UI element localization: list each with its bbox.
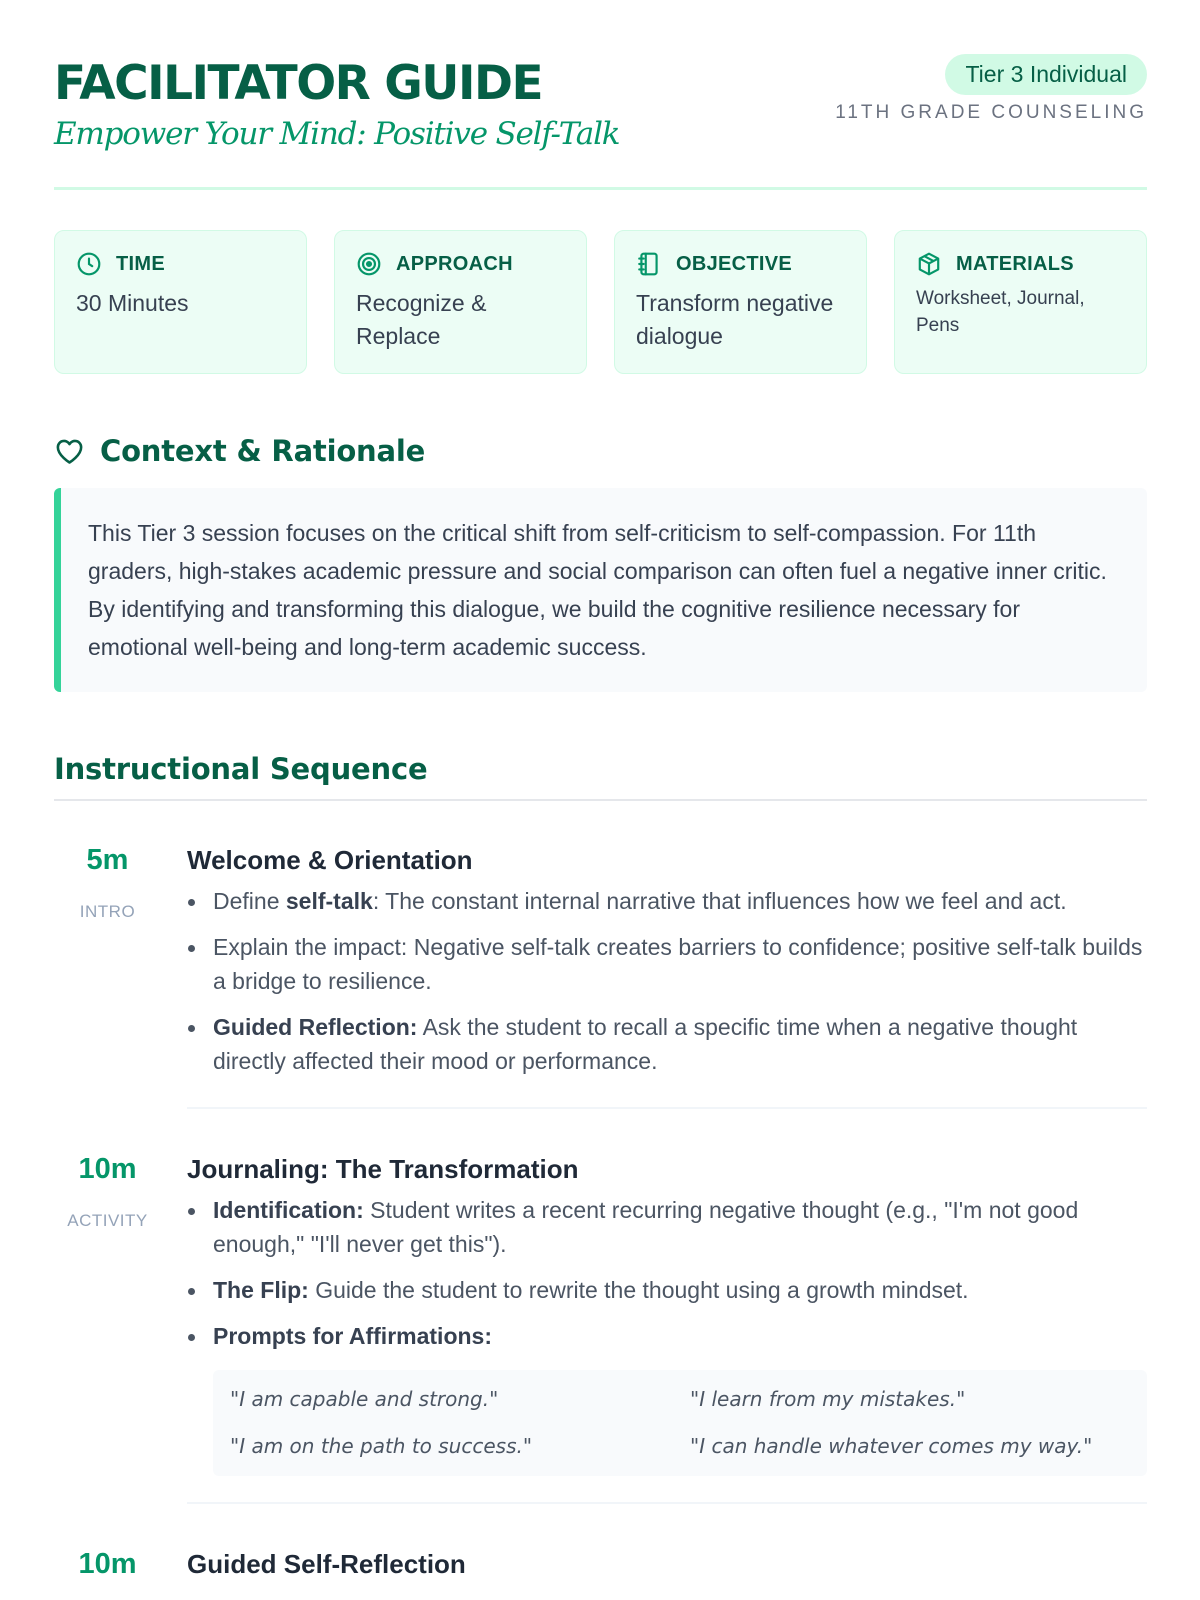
target-icon xyxy=(356,251,382,277)
context-rationale-box xyxy=(54,488,1147,692)
sequence-divider xyxy=(54,799,1147,801)
document-header xyxy=(54,52,1147,190)
box-icon xyxy=(916,251,942,277)
affirmation: "I am capable and strong." xyxy=(230,1387,499,1411)
list-item: Guided Reflection: Ask the student to recall a specific time when a negative thought directly affected their mood or performance. xyxy=(187,1010,1147,1078)
card-label: APPROACH xyxy=(396,252,513,275)
grade-label: 11TH GRADE COUNSELING xyxy=(835,102,1147,123)
affirmation: "I can handle whatever comes my way." xyxy=(690,1434,1093,1458)
sequence-heading: Instructional Sequence xyxy=(54,752,428,786)
notebook-icon xyxy=(636,251,662,277)
step-divider xyxy=(187,1502,1147,1504)
materials-card xyxy=(894,230,1147,374)
card-label: TIME xyxy=(116,252,165,275)
context-heading xyxy=(54,430,425,472)
card-value: 30 Minutes xyxy=(76,290,189,316)
document-title: FACILITATOR GUIDE xyxy=(54,56,543,111)
step-phase: INTRO xyxy=(79,902,136,921)
step-title: Welcome & Orientation xyxy=(187,845,473,875)
card-value: Recognize & Replace xyxy=(356,290,487,349)
step-title: Journaling: The Transformation xyxy=(187,1154,579,1184)
time-card xyxy=(54,230,307,374)
clock-icon xyxy=(76,251,102,277)
list-item: Define self-talk: The constant internal narrative that influences how we feel and act. xyxy=(187,884,1147,918)
step-title: Guided Self-Reflection xyxy=(187,1549,466,1579)
affirmation: "I learn from my mistakes." xyxy=(690,1387,966,1411)
list-item: Prompts for Affirmations: xyxy=(187,1319,1147,1353)
info-cards xyxy=(54,230,1147,374)
card-value: Worksheet, Journal, Pens xyxy=(916,288,1085,336)
affirmations-box xyxy=(213,1370,1147,1476)
step-time: 10m xyxy=(78,1153,137,1185)
step-time: 10m xyxy=(78,1548,137,1580)
step-divider xyxy=(187,1107,1147,1109)
step-list xyxy=(187,884,1147,1078)
list-item: The Flip: Guide the student to rewrite the thought using a growth mindset. xyxy=(187,1273,1147,1307)
approach-card xyxy=(334,230,587,374)
card-value: Transform negative dialogue xyxy=(636,290,834,349)
context-text: This Tier 3 session focuses on the critical shift from self-criticism to self-compassion. For 11th graders, high-stakes academic pressure and social comparison can often fuel a negative inner critic. By identifying and transforming this dialogue, we build the cognitive resilience necessary for emotional well-being and long-term academic success. xyxy=(88,520,1107,660)
card-label: OBJECTIVE xyxy=(676,252,793,275)
card-label: MATERIALS xyxy=(956,252,1074,275)
facilitator-guide-page xyxy=(54,0,1147,1600)
step-time: 5m xyxy=(86,844,129,876)
objective-card xyxy=(614,230,867,374)
tier-badge: Tier 3 Individual xyxy=(945,54,1147,95)
list-item: Identification: Student writes a recent recurring negative thought (e.g., "I'm not good enough," "I'll never get this"). xyxy=(187,1193,1147,1261)
affirmation: "I am on the path to success." xyxy=(230,1434,533,1458)
list-item: Explain the impact: Negative self-talk creates barriers to confidence; positive self-talk builds a bridge to resilience. xyxy=(187,930,1147,998)
step-list xyxy=(187,1193,1147,1353)
context-heading-text: Context & Rationale xyxy=(100,434,426,468)
document-subtitle: Empower Your Mind: Positive Self-Talk xyxy=(54,116,620,152)
heart-icon xyxy=(54,436,85,467)
step-phase: ACTIVITY xyxy=(67,1211,148,1230)
